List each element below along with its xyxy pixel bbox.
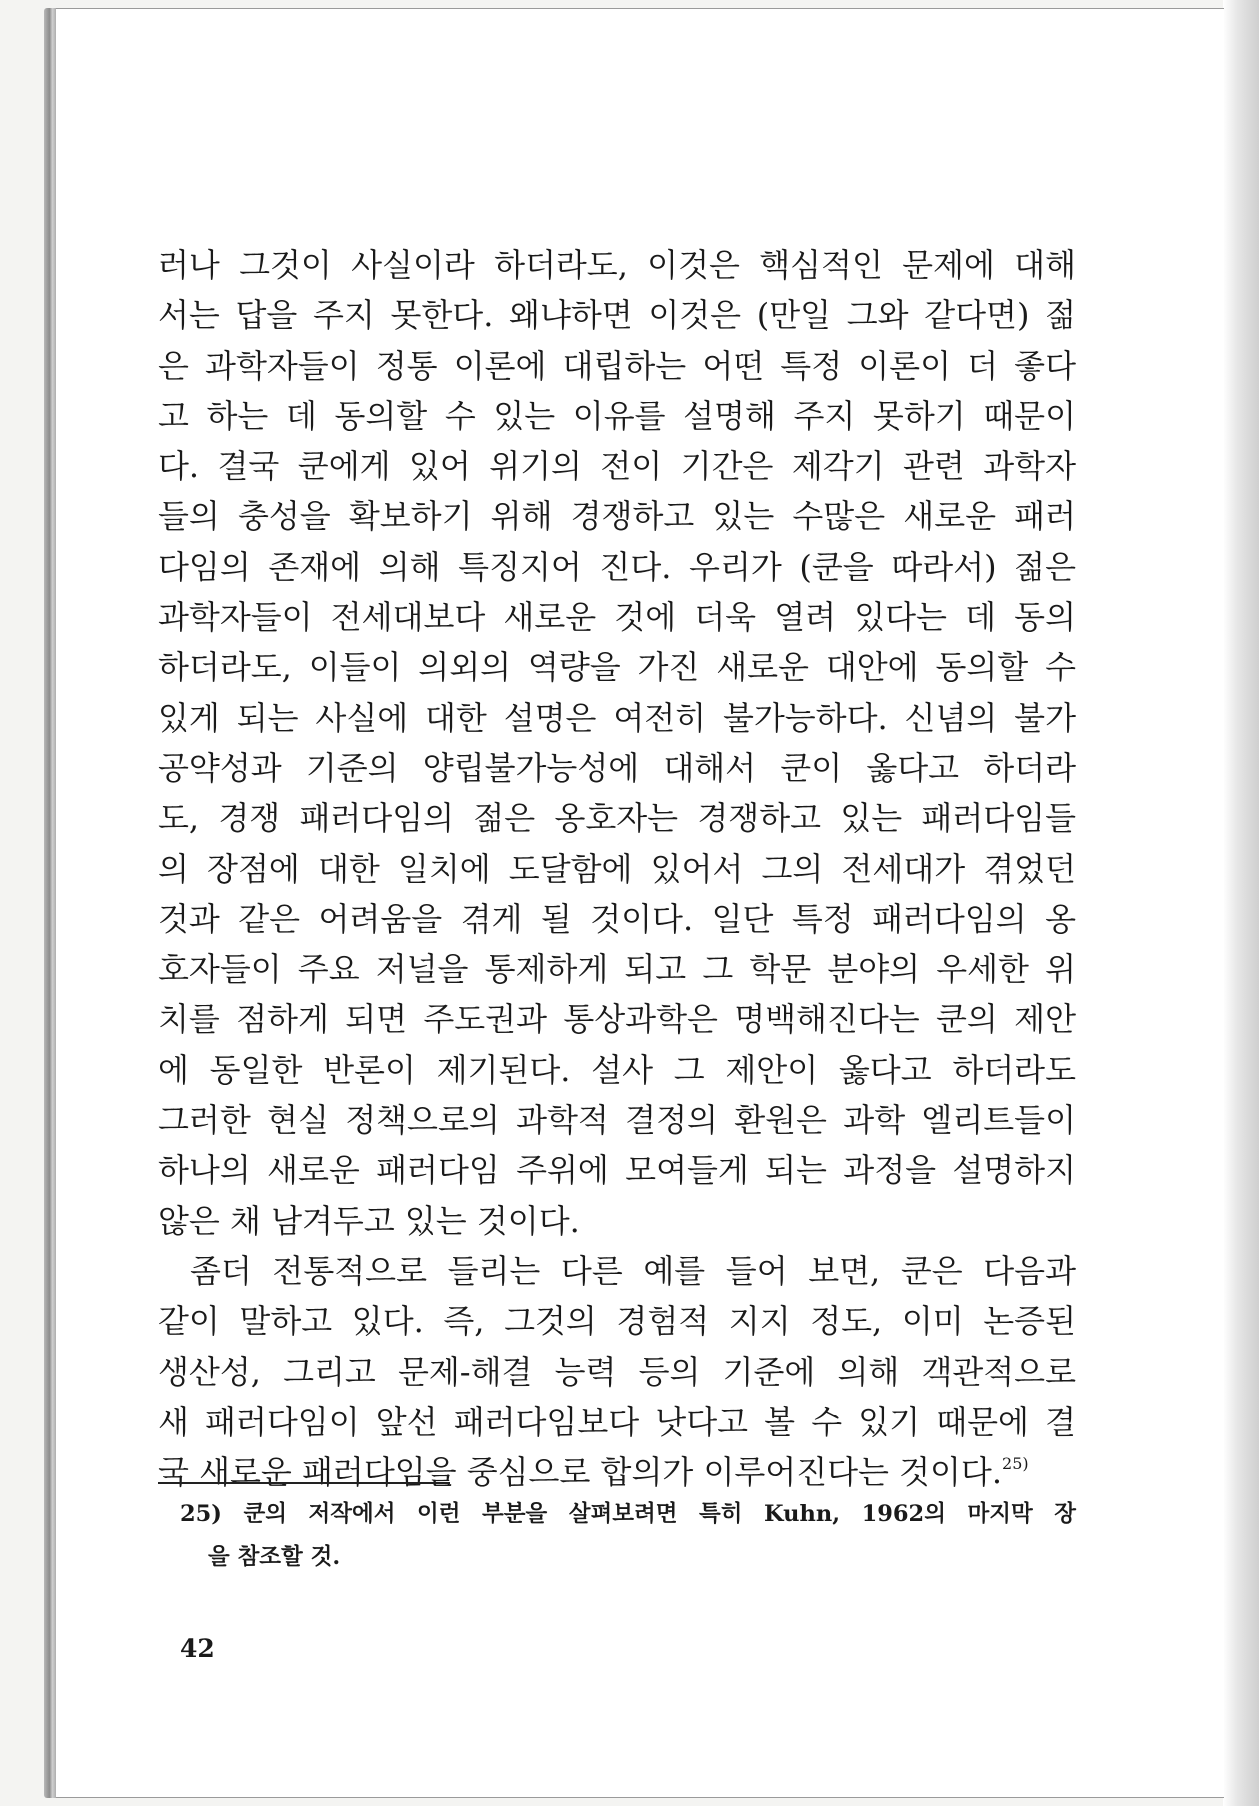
- text-line: 들의 충성을 확보하기 위해 경쟁하고 있는 수많은 새로운 패러: [158, 497, 1076, 536]
- footnote-line: 25) 쿤의 저작에서 이런 부분을 살펴보려면 특히 Kuhn, 1962의 마지막 장: [180, 1501, 1076, 1527]
- footnote-reference: 25): [1002, 1454, 1029, 1474]
- text-line: 러나 그것이 사실이라 하더라도, 이것은 핵심적인 문제에 대해: [158, 246, 1076, 284]
- text-line: 생산성, 그리고 문제-해결 능력 등의 기준에 의해 객관적으로: [158, 1352, 1076, 1391]
- text-line: 좀더 전통적으로 들리는 다른 예를 들어 보면, 쿤은 다음과: [190, 1251, 1076, 1290]
- text-line: 호자들이 주요 저널을 통제하게 되고 그 학문 분야의 우세한 위: [158, 950, 1076, 989]
- text-line: 있게 되는 사실에 대한 설명은 여전히 불가능하다. 신념의 불가: [158, 698, 1076, 737]
- footnote-line: 을 참조할 것.: [208, 1544, 341, 1570]
- text-line-with-footnote: [158, 1447, 1076, 1497]
- text-line: 새 패러다임이 앞선 패러다임보다 낫다고 볼 수 있기 때문에 결: [158, 1402, 1076, 1441]
- text-line: 도, 경쟁 패러다임의 젊은 옹호자는 경쟁하고 있는 패러다임들: [158, 799, 1076, 838]
- text-line: 같이 말하고 있다. 즉, 그것의 경험적 지지 정도, 이미 논증된: [158, 1302, 1076, 1341]
- text-line: 다. 결국 쿤에게 있어 위기의 전이 기간은 제각기 관련 과학자: [158, 447, 1076, 486]
- text-line: 에 동일한 반론이 제기된다. 설사 그 제안이 옳다고 하더라도: [158, 1050, 1076, 1089]
- text-line: 치를 점하게 되면 주도권과 통상과학은 명백해진다는 쿤의 제안: [158, 1000, 1076, 1039]
- page-right-edge: [1223, 0, 1259, 1806]
- text-line: 다임의 존재에 의해 특징지어 진다. 우리가 (쿤을 따라서) 젊은: [158, 547, 1076, 586]
- text-line: 국 새로운 패러다임을 중심으로 합의가 이루어진다는 것이다.: [158, 1453, 1003, 1492]
- text-line: 않은 채 남겨두고 있는 것이다.: [158, 1201, 580, 1240]
- text-line: 과학자들이 전세대보다 새로운 것에 더욱 열려 있다는 데 동의: [158, 598, 1076, 637]
- text-line: 서는 답을 주지 못한다. 왜냐하면 이것은 (만일 그와 같다면) 젊: [158, 296, 1076, 335]
- text-line: 은 과학자들이 정통 이론에 대립하는 어떤 특정 이론이 더 좋다: [158, 346, 1076, 385]
- footnote-divider: [158, 1482, 450, 1484]
- text-line: 고 하는 데 동의할 수 있는 이유를 설명해 주지 못하기 때문이: [158, 396, 1076, 435]
- text-line: 공약성과 기준의 양립불가능성에 대해서 쿤이 옳다고 하더라: [158, 748, 1076, 787]
- text-line: 그러한 현실 정책으로의 과학적 결정의 환원은 과학 엘리트들이: [158, 1101, 1076, 1140]
- text-line: 하나의 새로운 패러다임 주위에 모여들게 되는 과정을 설명하지: [158, 1151, 1076, 1190]
- page-number: 42: [180, 1634, 215, 1663]
- text-line: 하더라도, 이들이 의외의 역량을 가진 새로운 대안에 동의할 수: [158, 648, 1076, 687]
- body-text: [158, 240, 1076, 1497]
- text-line: 것과 같은 어려움을 겪게 될 것이다. 일단 특정 패러다임의 옹: [158, 899, 1076, 938]
- footnote: [180, 1493, 1076, 1579]
- text-line: 의 장점에 대한 일치에 도달함에 있어서 그의 전세대가 겪었던: [158, 849, 1076, 888]
